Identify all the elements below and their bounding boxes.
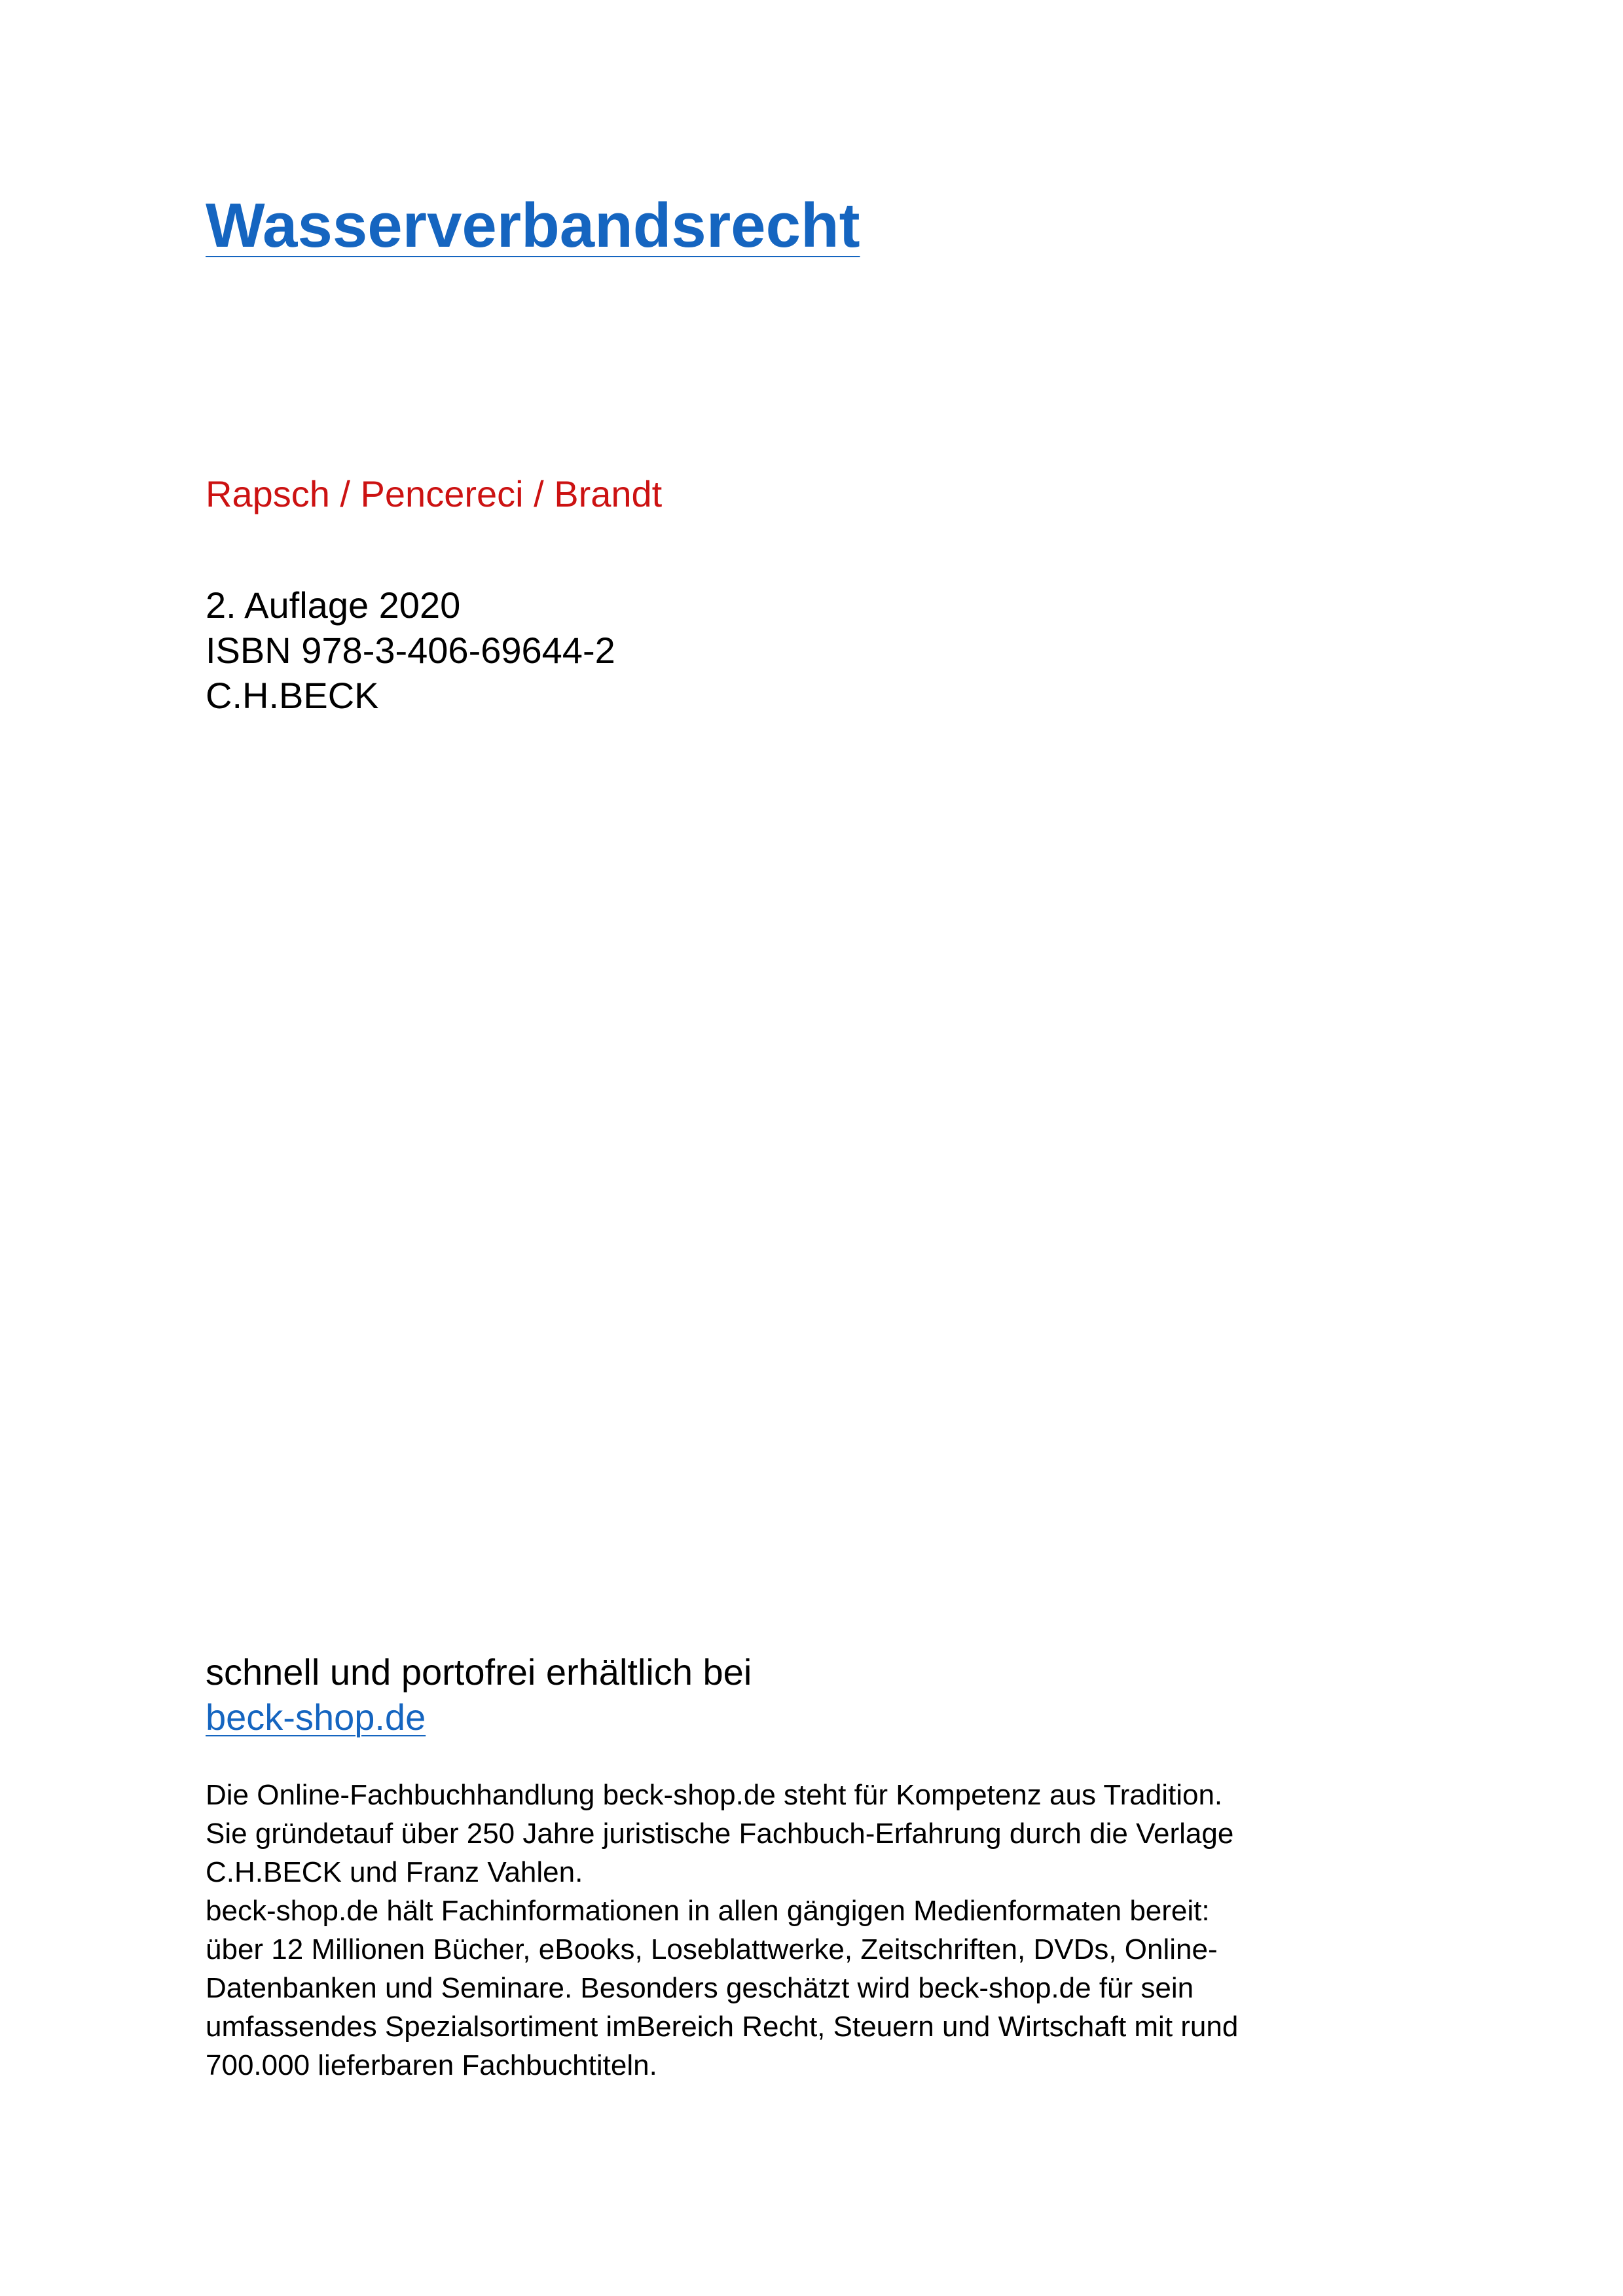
book-title[interactable]: Wasserverbandsrecht (206, 190, 860, 260)
description-line: umfassendes Spezialsortiment imBereich Recht, Steuern und Wirtschaft mit rund (206, 2011, 1239, 2043)
promo-tagline: schnell und portofrei erhältlich bei (206, 1651, 752, 1693)
description-line: Sie gründetauf über 250 Jahre juristische Fachbuch-Erfahrung durch die Verlage (206, 1818, 1234, 1850)
edition: 2. Auflage 2020 (206, 584, 461, 626)
shop-link[interactable]: beck-shop.de (206, 1696, 426, 1738)
description-line: über 12 Millionen Bücher, eBooks, Loseblattwerke, Zeitschriften, DVDs, Online- (206, 1933, 1218, 1965)
isbn: ISBN 978-3-406-69644-2 (206, 630, 615, 671)
description-line: Die Online-Fachbuchhandlung beck-shop.de steht für Kompetenz aus Tradition. (206, 1779, 1223, 1811)
book-meta (206, 583, 615, 718)
description-line: beck-shop.de hält Fachinformationen in allen gängigen Medienformaten bereit: (206, 1895, 1210, 1927)
description-line: C.H.BECK und Franz Vahlen. (206, 1856, 583, 1888)
description-line: Datenbanken und Seminare. Besonders geschätzt wird beck-shop.de für sein (206, 1972, 1194, 2004)
publisher: C.H.BECK (206, 675, 379, 716)
authors: Rapsch / Pencereci / Brandt (206, 473, 663, 514)
shop-description (206, 1776, 1515, 2085)
description-line: 700.000 lieferbaren Fachbuchtiteln. (206, 2049, 657, 2081)
promo-block (206, 1649, 752, 1740)
